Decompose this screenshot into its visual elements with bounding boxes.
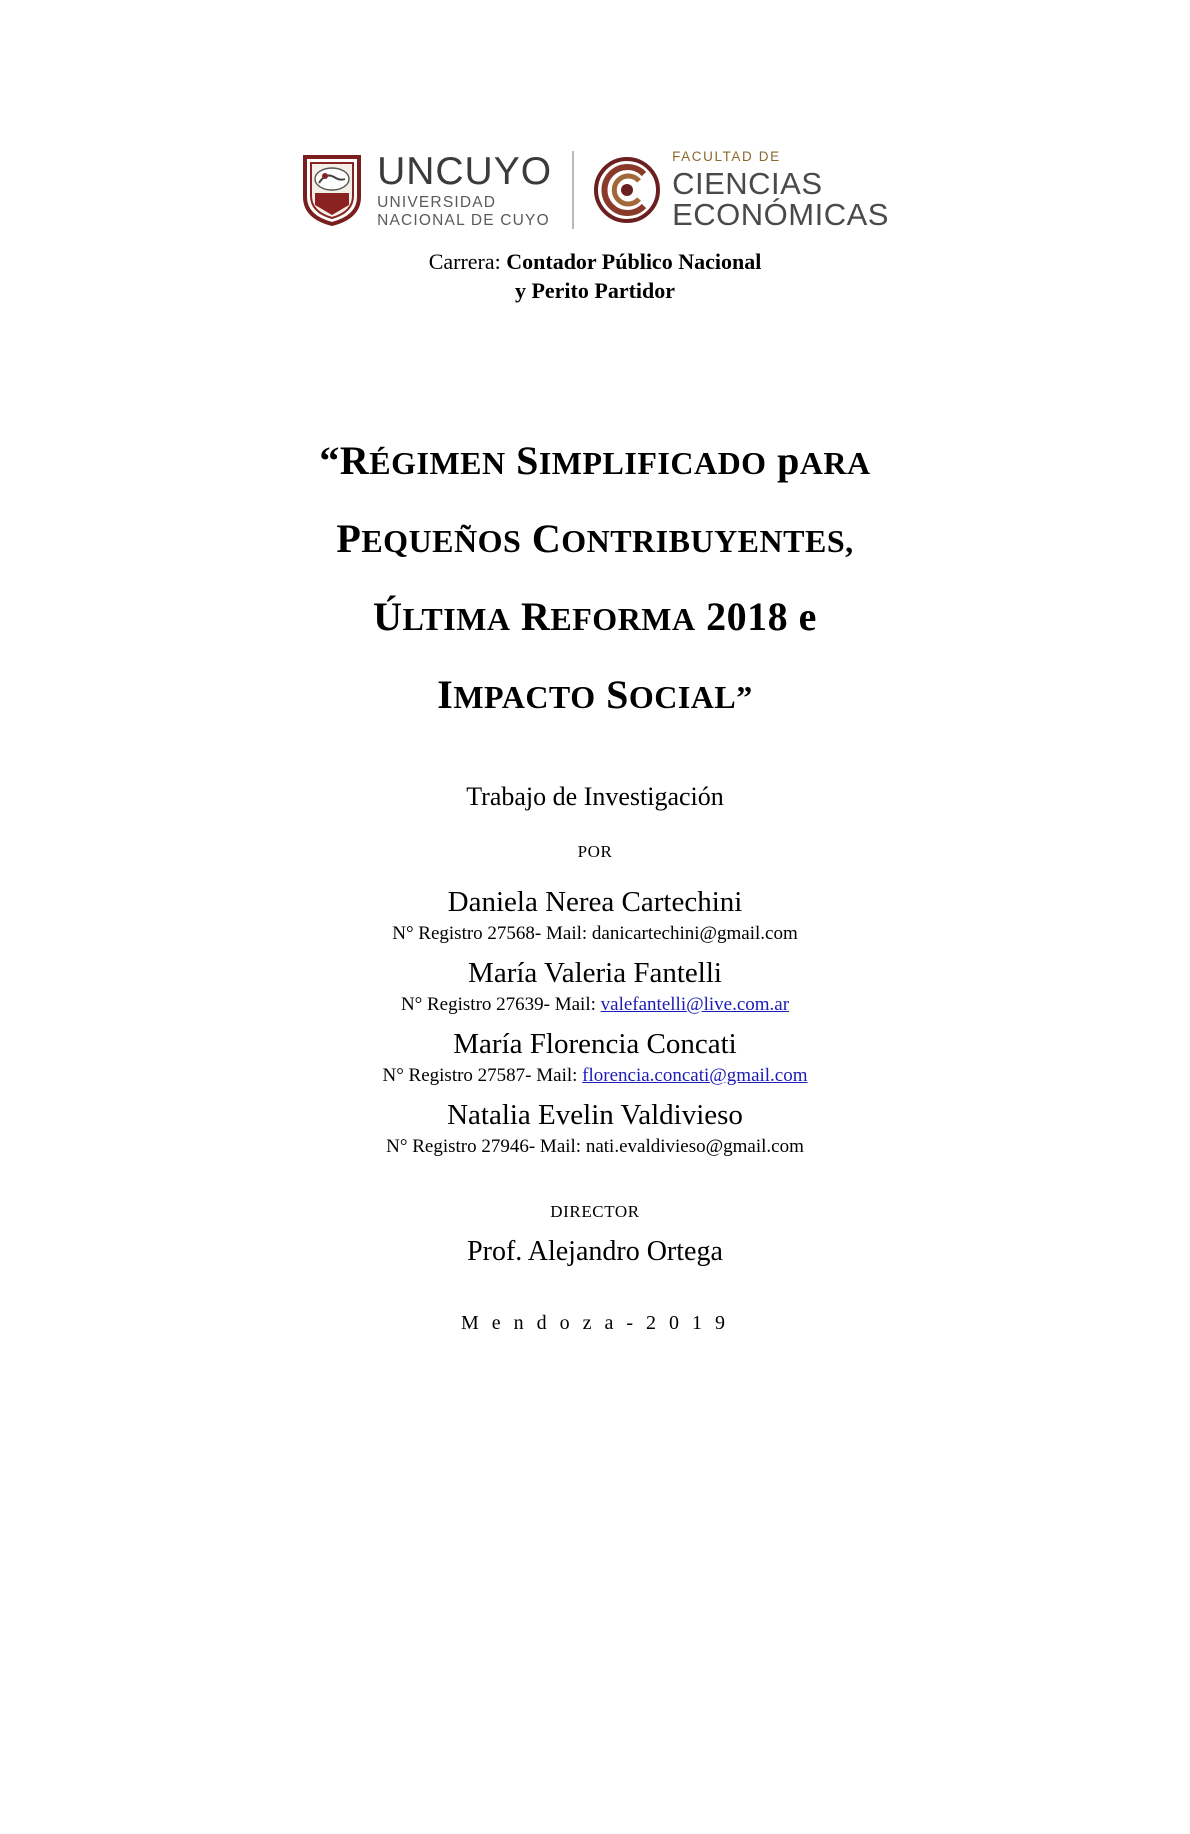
page-title (0, 422, 1190, 734)
faculty-wordmark (672, 150, 889, 231)
document-subtitle: Trabajo de Investigación (466, 782, 724, 812)
author-name: Daniela Nerea Cartechini (447, 886, 743, 919)
director-label: DIRECTOR (550, 1201, 640, 1221)
director-name: Prof. Alejandro Ortega (467, 1235, 723, 1267)
authors-list (0, 884, 1190, 1160)
title-line-3: ÚLTIMA REFORMA 2018 e (373, 594, 817, 640)
author-name: María Valeria Fantelli (468, 957, 722, 990)
uncuyo-name: UNCUYO (377, 150, 553, 194)
institutional-logo-block (0, 150, 1190, 231)
author-registration (0, 1135, 1190, 1160)
carrera-block (0, 247, 1190, 306)
author-email: danicartechini@gmail.com (591, 923, 798, 945)
faculty-logo (594, 150, 889, 231)
author-registration (0, 993, 1190, 1018)
uncuyo-line2: NACIONAL DE CUYO (377, 211, 550, 229)
authors-label: POR (577, 842, 613, 862)
author-name: Natalia Evelin Valdivieso (447, 1098, 743, 1131)
title-line-4: IMPACTO SOCIAL” (437, 672, 753, 718)
author-email: nati.evaldivieso@gmail.com (585, 1136, 804, 1158)
faculty-line2: ECONÓMICAS (672, 197, 889, 233)
author-registration (0, 922, 1190, 947)
author-registration-prefix: N° Registro 27568- Mail: (392, 923, 592, 945)
title-line-1: “RÉGIMEN SIMPLIFICADO pARA (319, 438, 871, 484)
carrera-value-line2: y Perito Partidor (514, 278, 676, 304)
faculty-prefix: FACULTAD DE (672, 149, 781, 164)
author-email-link[interactable]: valefantelli@live.com.ar (600, 994, 790, 1016)
faculty-spiral-icon (594, 157, 660, 223)
document-page (0, 150, 1190, 1834)
faculty-line1: CIENCIAS (672, 165, 823, 201)
title-line-2: PEQUEÑOS CONTRIBUYENTES, (336, 516, 854, 562)
author-registration-prefix: N° Registro 27639- Mail: (400, 994, 601, 1016)
logo-divider (572, 151, 574, 229)
author-registration-prefix: N° Registro 27587- Mail: (382, 1065, 583, 1087)
uncuyo-wordmark (377, 152, 552, 228)
uncuyo-shield-icon (301, 153, 363, 227)
uncuyo-line1: UNIVERSIDAD (377, 194, 497, 212)
carrera-value-line1: Contador Público Nacional (506, 248, 762, 274)
carrera-label: Carrera: (428, 248, 501, 274)
place-and-year: M e n d o z a - 2 0 1 9 (460, 1311, 730, 1334)
author-name: María Florencia Concati (453, 1027, 737, 1060)
author-registration (0, 1064, 1190, 1089)
author-registration-prefix: N° Registro 27946- Mail: (386, 1136, 586, 1158)
author-email-link[interactable]: florencia.concati@gmail.com (582, 1065, 808, 1087)
uncuyo-logo (301, 152, 552, 228)
